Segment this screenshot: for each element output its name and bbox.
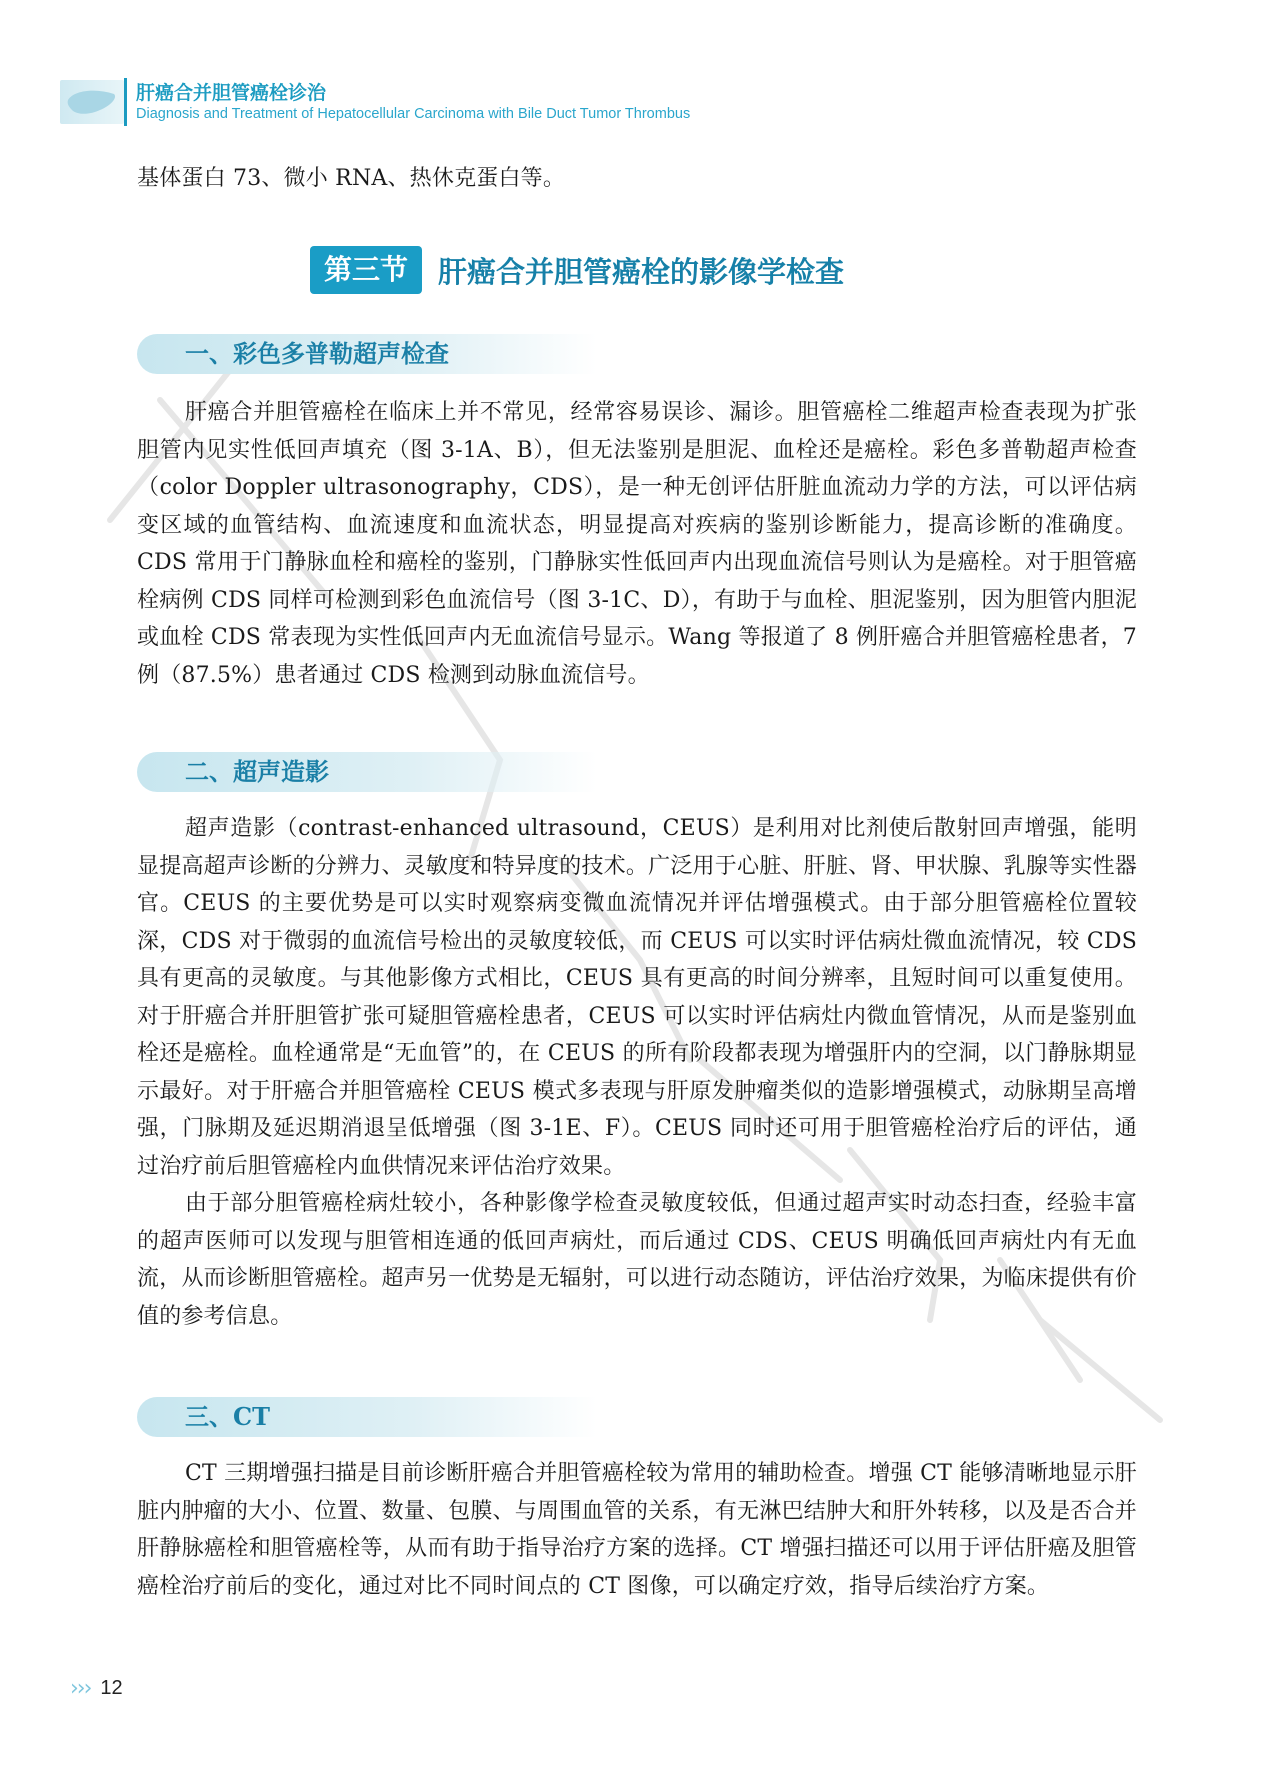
header-title: 肝癌合并胆管癌栓诊治: [136, 82, 327, 104]
section-heading: [310, 246, 844, 294]
subheading-1-text: 一、彩色多普勒超声检查: [185, 339, 449, 368]
subheading-3: [137, 1397, 597, 1437]
intro-line: 基体蛋白 73、微小 RNA、热休克蛋白等。: [137, 166, 566, 191]
liver-logo-icon: [60, 80, 124, 124]
subheading-3-text: 三、CT: [185, 1402, 270, 1431]
intro-paragraph: [137, 160, 1137, 198]
subheading-2: [137, 752, 597, 792]
section-2-body: [137, 810, 1137, 1335]
page-footer: [70, 1676, 123, 1706]
subheading-1: [137, 334, 597, 374]
paragraph: CT 三期增强扫描是目前诊断肝癌合并胆管癌栓较为常用的辅助检查。增强 CT 能够清晰地显示肝脏内肿瘤的大小、位置、数量、包膜、与周围血管的关系，有无淋巴结肿大和肝外转移，以及是否合并肝静脉癌栓和胆管癌栓等，从而有助于指导治疗方案的选择。CT 增强扫描还可以用于评估肝癌及胆管癌栓治疗前后的变化，通过对比不同时间点的 CT 图像，可以确定疗效，指导后续治疗方案。: [137, 1461, 1138, 1599]
section-3-body: [137, 1455, 1137, 1605]
section-title: 肝癌合并胆管癌栓的影像学检查: [438, 254, 845, 289]
page-number: 12: [100, 1677, 123, 1699]
section-badge: 第三节: [310, 246, 422, 294]
paragraph: 肝癌合并胆管癌栓在临床上并不常见，经常容易误诊、漏诊。胆管癌栓二维超声检查表现为扩张胆管内见实性低回声填充（图 3-1A、B），但无法鉴别是胆泥、血栓还是癌栓。彩色多普勒超声检查（color Doppler ultrasonography，CDS），是一种无创评估肝脏血流动力学的方法，可以评估病变区域的血管结构、血流速度和血流状态，明显提高对疾病的鉴别诊断能力，提高诊断的准确度。CDS 常用于门静脉血栓和癌栓的鉴别，门静脉实性低回声内出现血流信号则认为是癌栓。对于胆管癌栓病例 CDS 同样可检测到彩色血流信号（图 3-1C、D），有助于与血栓、胆泥鉴别，因为胆管内胆泥或血栓 CDS 常表现为实性低回声内无血流信号显示。Wang 等报道了 8 例肝癌合并胆管癌栓患者，7 例（87.5%）患者通过 CDS 检测到动脉血流信号。: [137, 400, 1137, 688]
running-header: [60, 74, 820, 128]
header-divider: [124, 78, 127, 126]
header-subtitle: Diagnosis and Treatment of Hepatocellular Carcinoma with Bile Duct Tumor Thrombus: [136, 106, 691, 122]
subheading-2-text: 二、超声造影: [185, 757, 329, 786]
paragraph: 超声造影（contrast-enhanced ultrasound，CEUS）是利用对比剂使后散射回声增强，能明显提高超声诊断的分辨力、灵敏度和特异度的技术。广泛用于心脏、肝脏、肾、甲状腺、乳腺等实性器官。CEUS 的主要优势是可以实时观察病变微血流情况并评估增强模式。由于部分胆管癌栓位置较深，CDS 对于微弱的血流信号检出的灵敏度较低，而 CEUS 可以实时评估病灶微血流情况，较 CDS 具有更高的灵敏度。与其他影像方式相比，CEUS 具有更高的时间分辨率，且短时间可以重复使用。对于肝癌合并肝胆管扩张可疑胆管癌栓患者，CEUS 可以实时评估病灶内微血管情况，从而是鉴别血栓还是癌栓。血栓通常是“无血管”的，在 CEUS 的所有阶段都表现为增强肝内的空洞，以门静脉期显示最好。对于肝癌合并胆管癌栓 CEUS 模式多表现与肝原发肿瘤类似的造影增强模式，动脉期呈高增强，门脉期及延迟期消退呈低增强（图 3-1E、F）。CEUS 同时还可用于胆管癌栓治疗后的评估，通过治疗前后胆管癌栓内血供情况来评估治疗效果。: [137, 816, 1137, 1179]
paragraph: 由于部分胆管癌栓病灶较小，各种影像学检查灵敏度较低，但通过超声实时动态扫查，经验丰富的超声医师可以发现与胆管相连通的低回声病灶，而后通过 CDS、CEUS 明确低回声病灶内有无血流，从而诊断胆管癌栓。超声另一优势是无辐射，可以进行动态随访，评估治疗效果，为临床提供有价值的参考信息。: [137, 1191, 1137, 1329]
chevron-right-icon: ›››: [70, 1676, 91, 1701]
section-1-body: [137, 394, 1137, 694]
